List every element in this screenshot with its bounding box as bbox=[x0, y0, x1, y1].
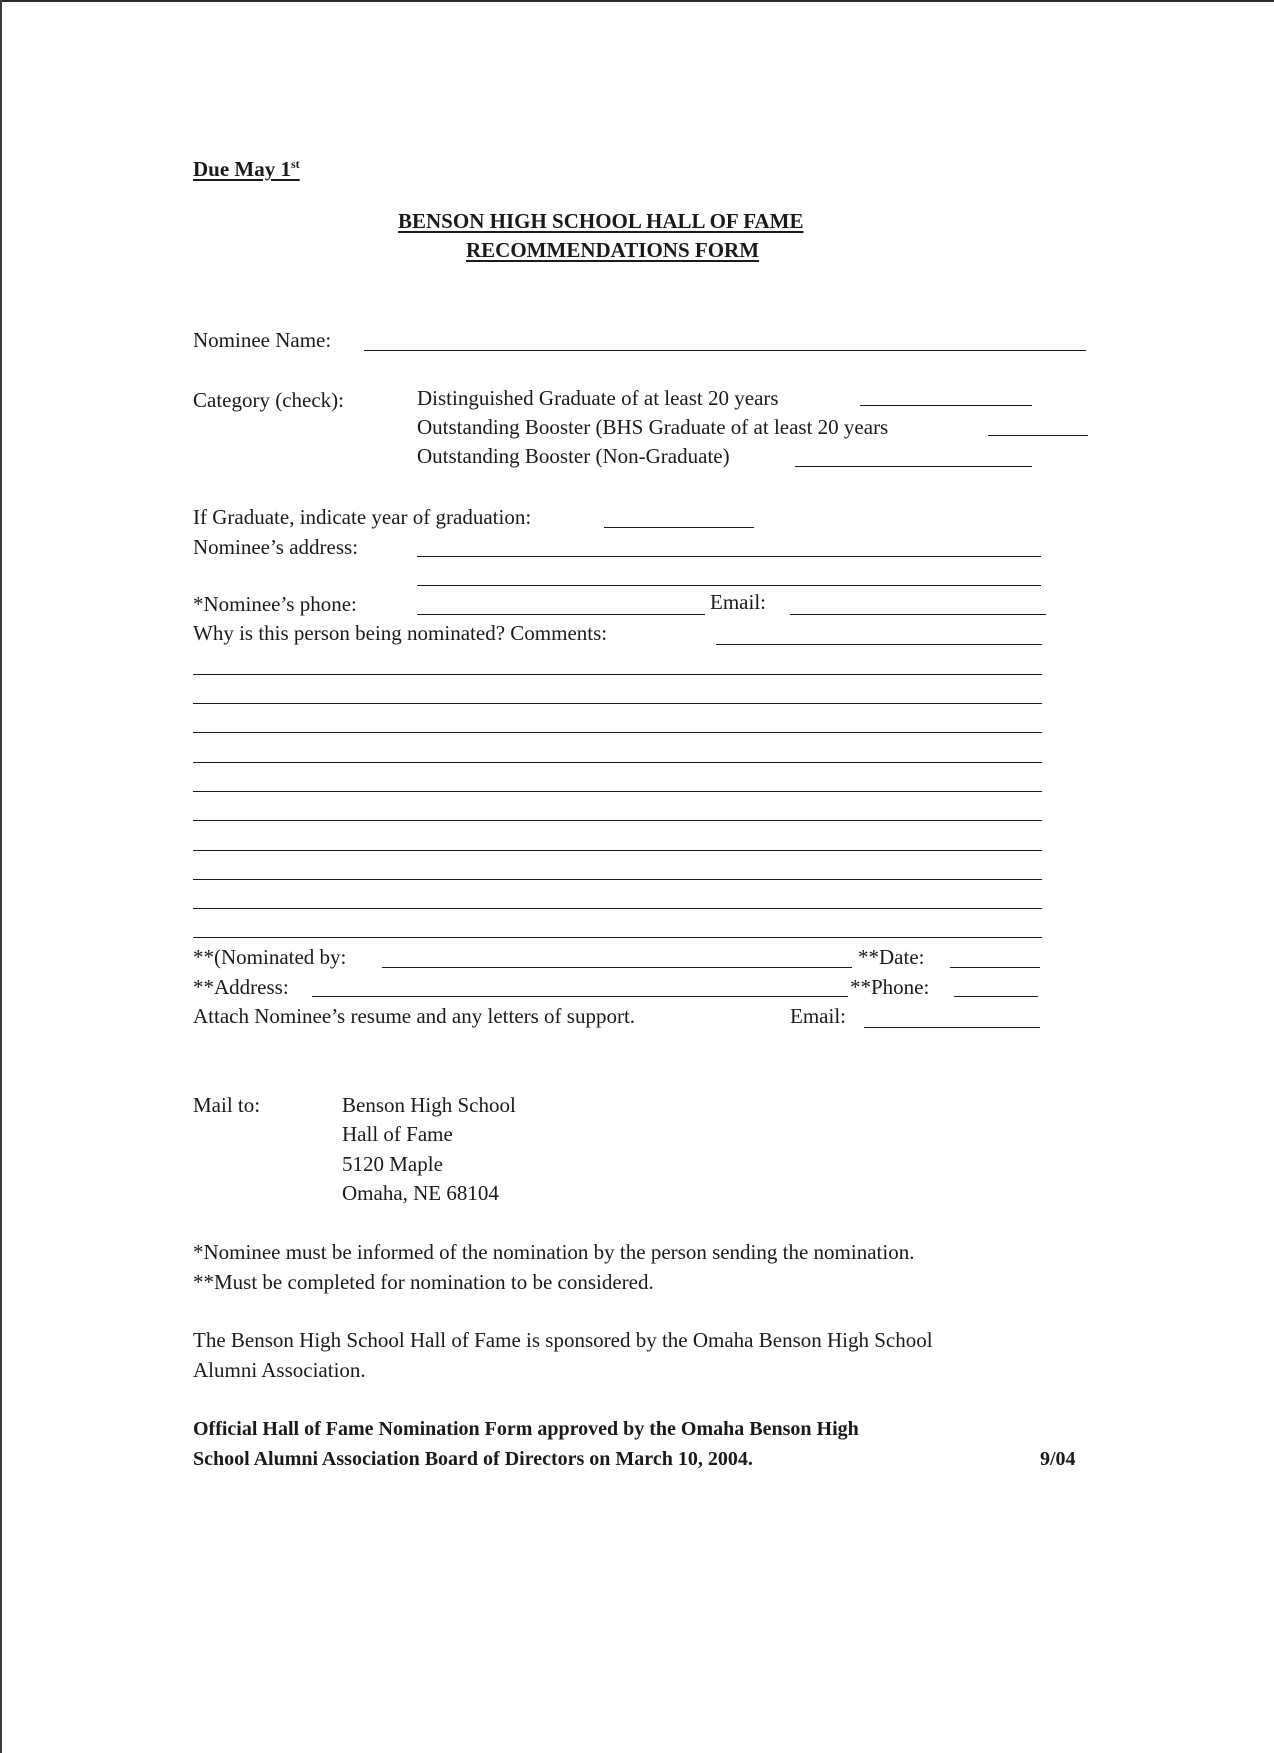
form-title: BENSON HIGH SCHOOL HALL OF FAME bbox=[398, 209, 804, 233]
grad-year-label: If Graduate, indicate year of graduation: bbox=[193, 505, 532, 529]
comments-field-line-9[interactable] bbox=[193, 908, 1042, 909]
comments-field-line-8[interactable] bbox=[193, 879, 1042, 880]
comments-field-line-2[interactable] bbox=[193, 703, 1042, 704]
nominee-email-label: Email: bbox=[710, 590, 766, 614]
nominated-by-label: **(Nominated by: bbox=[193, 945, 347, 969]
sponsor-line-2: Alumni Association. bbox=[193, 1358, 366, 1382]
category-label: Category (check): bbox=[193, 388, 345, 412]
note-nominee-informed: *Nominee must be informed of the nomination by the person sending the nomination. bbox=[193, 1240, 915, 1264]
nominee-name-field[interactable] bbox=[364, 350, 1086, 351]
category-booster-graduate-check[interactable] bbox=[988, 435, 1088, 436]
attach-note: Attach Nominee’s resume and any letters of support. bbox=[193, 1004, 636, 1028]
nominator-date-label: **Date: bbox=[858, 945, 925, 969]
category-booster-nongraduate-check[interactable] bbox=[795, 466, 1032, 467]
comments-field-line-5[interactable] bbox=[193, 791, 1042, 792]
nominee-phone-field[interactable] bbox=[417, 614, 705, 615]
mail-to-label: Mail to: bbox=[193, 1093, 261, 1117]
category-booster-nongraduate: Outstanding Booster (Non-Graduate) bbox=[417, 444, 730, 468]
comments-field-line-0[interactable] bbox=[716, 644, 1042, 645]
nominator-address-field[interactable] bbox=[312, 996, 848, 997]
grad-year-field[interactable] bbox=[604, 527, 754, 528]
approval-line-2: School Alumni Association Board of Directors on March 10, 2004. bbox=[193, 1448, 753, 1470]
scan-edge-left bbox=[0, 0, 2, 1753]
nominee-address-field-1[interactable] bbox=[417, 556, 1041, 557]
comments-field-line-6[interactable] bbox=[193, 820, 1042, 821]
comments-field-line-3[interactable] bbox=[193, 732, 1042, 733]
note-must-complete: **Must be completed for nomination to be considered. bbox=[193, 1270, 654, 1294]
due-date: Due May 1st bbox=[193, 157, 300, 181]
nominator-phone-label: **Phone: bbox=[850, 975, 930, 999]
comments-label: Why is this person being nominated? Comments: bbox=[193, 621, 608, 645]
nominee-address-label: Nominee’s address: bbox=[193, 535, 359, 559]
mail-address-line-2: Hall of Fame bbox=[342, 1122, 453, 1146]
form-subtitle: RECOMMENDATIONS FORM bbox=[466, 238, 760, 262]
comments-field-line-1[interactable] bbox=[193, 674, 1042, 675]
category-booster-graduate: Outstanding Booster (BHS Graduate of at least 20 years bbox=[417, 415, 889, 439]
nominator-address-label: **Address: bbox=[193, 975, 289, 999]
comments-field-line-4[interactable] bbox=[193, 762, 1042, 763]
nominee-address-field-2[interactable] bbox=[417, 585, 1041, 586]
nominated-by-field[interactable] bbox=[382, 967, 852, 968]
form-version: 9/04 bbox=[1040, 1448, 1076, 1470]
nominee-phone-label: *Nominee’s phone: bbox=[193, 592, 357, 616]
scan-edge-top bbox=[0, 0, 1274, 2]
comments-field-line-7[interactable] bbox=[193, 850, 1042, 851]
nominator-date-field[interactable] bbox=[950, 967, 1040, 968]
nominee-email-field[interactable] bbox=[790, 614, 1046, 615]
nominator-email-label: Email: bbox=[790, 1004, 846, 1028]
category-distinguished-graduate-check[interactable] bbox=[860, 405, 1032, 406]
sponsor-line-1: The Benson High School Hall of Fame is sponsored by the Omaha Benson High School bbox=[193, 1328, 933, 1352]
nominee-name-label: Nominee Name: bbox=[193, 328, 332, 352]
mail-address-line-3: 5120 Maple bbox=[342, 1152, 443, 1176]
mail-address-line-1: Benson High School bbox=[342, 1093, 516, 1117]
approval-line-1: Official Hall of Fame Nomination Form approved by the Omaha Benson High bbox=[193, 1418, 859, 1440]
comments-field-line-10[interactable] bbox=[193, 937, 1042, 938]
mail-address-line-4: Omaha, NE 68104 bbox=[342, 1181, 499, 1205]
nominator-email-field[interactable] bbox=[864, 1027, 1040, 1028]
category-distinguished-graduate: Distinguished Graduate of at least 20 years bbox=[417, 386, 779, 410]
nominator-phone-field[interactable] bbox=[954, 996, 1038, 997]
